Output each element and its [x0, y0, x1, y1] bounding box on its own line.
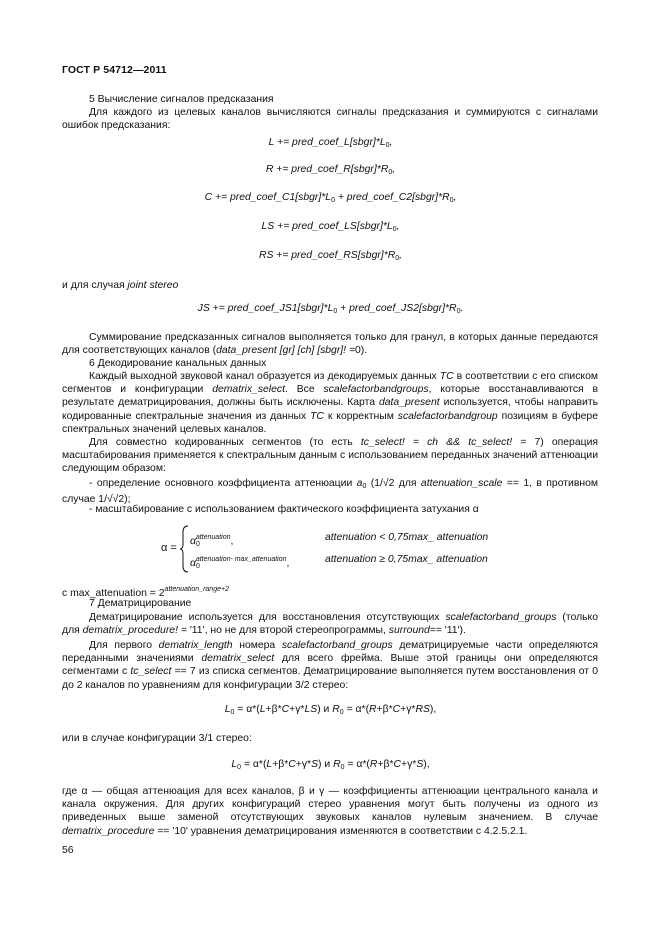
alpha-case-1: $\alpha_0^{attenuation}$, [190, 534, 234, 548]
formula-js: JS += $pred\_coef\_JS1[sbgr]*L_0$ + $pred\_coef\_JS2[sbgr]*R_0$. [197, 303, 464, 315]
section-6-heading: 6 Декодирование канальных данных [89, 358, 267, 369]
section-7-heading: 7 Дематрицирование [89, 598, 192, 609]
formula-c: $C += pred\_coef\_C1[sbgr]*L_0$ + $pred\_coef\_C2[sbgr]*R_0$, [204, 192, 457, 204]
section-5-heading: 5 Вычисление сигналов предсказания [89, 94, 274, 105]
alpha-cond-2: attenuation ≥ 0,75max_ attenuation [325, 554, 488, 565]
document-header: ГОСТ Р 54712—2011 [62, 64, 167, 76]
page-number: 56 [62, 845, 74, 856]
config-3-1-intro: или в случае конфигурации 3/1 стерео: [62, 733, 252, 744]
formula-r: $R += pred\_coef\_R[sbgr]*R_0$, [265, 164, 396, 176]
section-6-paragraph-1: Каждый выходной звуковой канал образуется из декодируемых данных TC в соответствии с его списком сегментов и конфигурации dematrix_select. Все scalefactorbandgroups, которые восстанавливаются в результате дематрицирования, должны быть исключены. Карта data_present используется, чтобы направить кодированные спектральные значения из данных TC к корректным scalefactorbandgroup позициям в буфере спектральных значений целевых каналов. [62, 371, 599, 435]
joint-stereo-intro: и для случая joint stereo [62, 280, 179, 291]
formula-dematrix-3-2: $L_0 = \alpha*(L+\beta*C+\gamma*LS)$ и $R_0 = \alpha*(R+\beta*C+\gamma*RS)$, [224, 704, 437, 716]
section-7-paragraph-2: Для первого dematrix_length номера scalefactorband_groups дематрицируемые части определяются переданными значениями dematrix_select для всего фрейма. Выше этой границы они определяются сегментами с tc_select == 7 из списка сегментов. Дематрицирование выполняется путем восстановления от 0 до 2 каналов по уравнениям для конфигурации 3/2 стерео: [62, 640, 598, 691]
alpha-case-2: $\alpha_0^{attenuation- max\_attenuation}$, [190, 556, 290, 570]
formula-l: $L += pred\_coef\_L[sbgr]*L_0$, [268, 137, 393, 149]
formula-ls: LS += $pred\_coef\_LS[sbgr]*L_0$, [261, 221, 400, 233]
formula-rs: RS += $pred\_coef\_RS[sbgr]*R_0$, [258, 250, 403, 262]
alpha-lhs: α = [161, 542, 177, 554]
max-attenuation-line: с max_attenuation = $2^{attenuation\_range+2}$ [62, 586, 229, 599]
section-6-list-1: - определение основного коэффициента аттенюации $a_0$ (1/√2 для attenuation_scale == 1, в противном случае 1/√√2); [62, 478, 599, 506]
brace-icon [180, 525, 190, 573]
summation-paragraph: Суммирование предсказанных сигналов выполняется только для гранул, в которых данные передаются для соответствующих каналов (data_present [gr] [ch] [sbgr]! =0). [62, 332, 598, 357]
alpha-cond-1: attenuation < 0,75max_ attenuation [325, 532, 489, 543]
section-5-paragraph: Для каждого из целевых каналов вычисляются сигналы предсказания и суммируются с сигналами ошибок предсказания: [62, 107, 598, 132]
section-7-paragraph-1: Дематрицирование используется для восстановления отсутствующих scalefactorband_groups (только для dematrix_procedure! = '11', но не для второй стереопрограммы, surround== '11'). [62, 612, 598, 637]
section-6-list-2: - масштабирование с использованием фактического коэффициента затухания α [89, 504, 479, 515]
section-7-paragraph-3: где α — общая аттенюация для всех каналов, β и γ — коэффициенты аттенюации центрального канала и канала окружения. Для других конфигураций стерео уравнения могут быть получены из одного из приведенных выше заменой отсутствующих звуковых каналов нулевым значением. В случае dematrix_procedure == '10' уравнения дематрицирования изменяются в соответствии с 4.2.5.2.1. [62, 786, 598, 837]
formula-dematrix-3-1: $L_0 = \alpha*(L+\beta*C+\gamma*S)$ и $R_0 = \alpha*(R+\beta*C+\gamma*S)$, [231, 759, 430, 771]
section-6-paragraph-2: Для совместно кодированных сегментов (то есть tc_select! = ch && tc_select! = 7) операция масштабирования применяется к спектральным данным с использованием переданных значений аттенюации следующим образом: [62, 437, 598, 475]
